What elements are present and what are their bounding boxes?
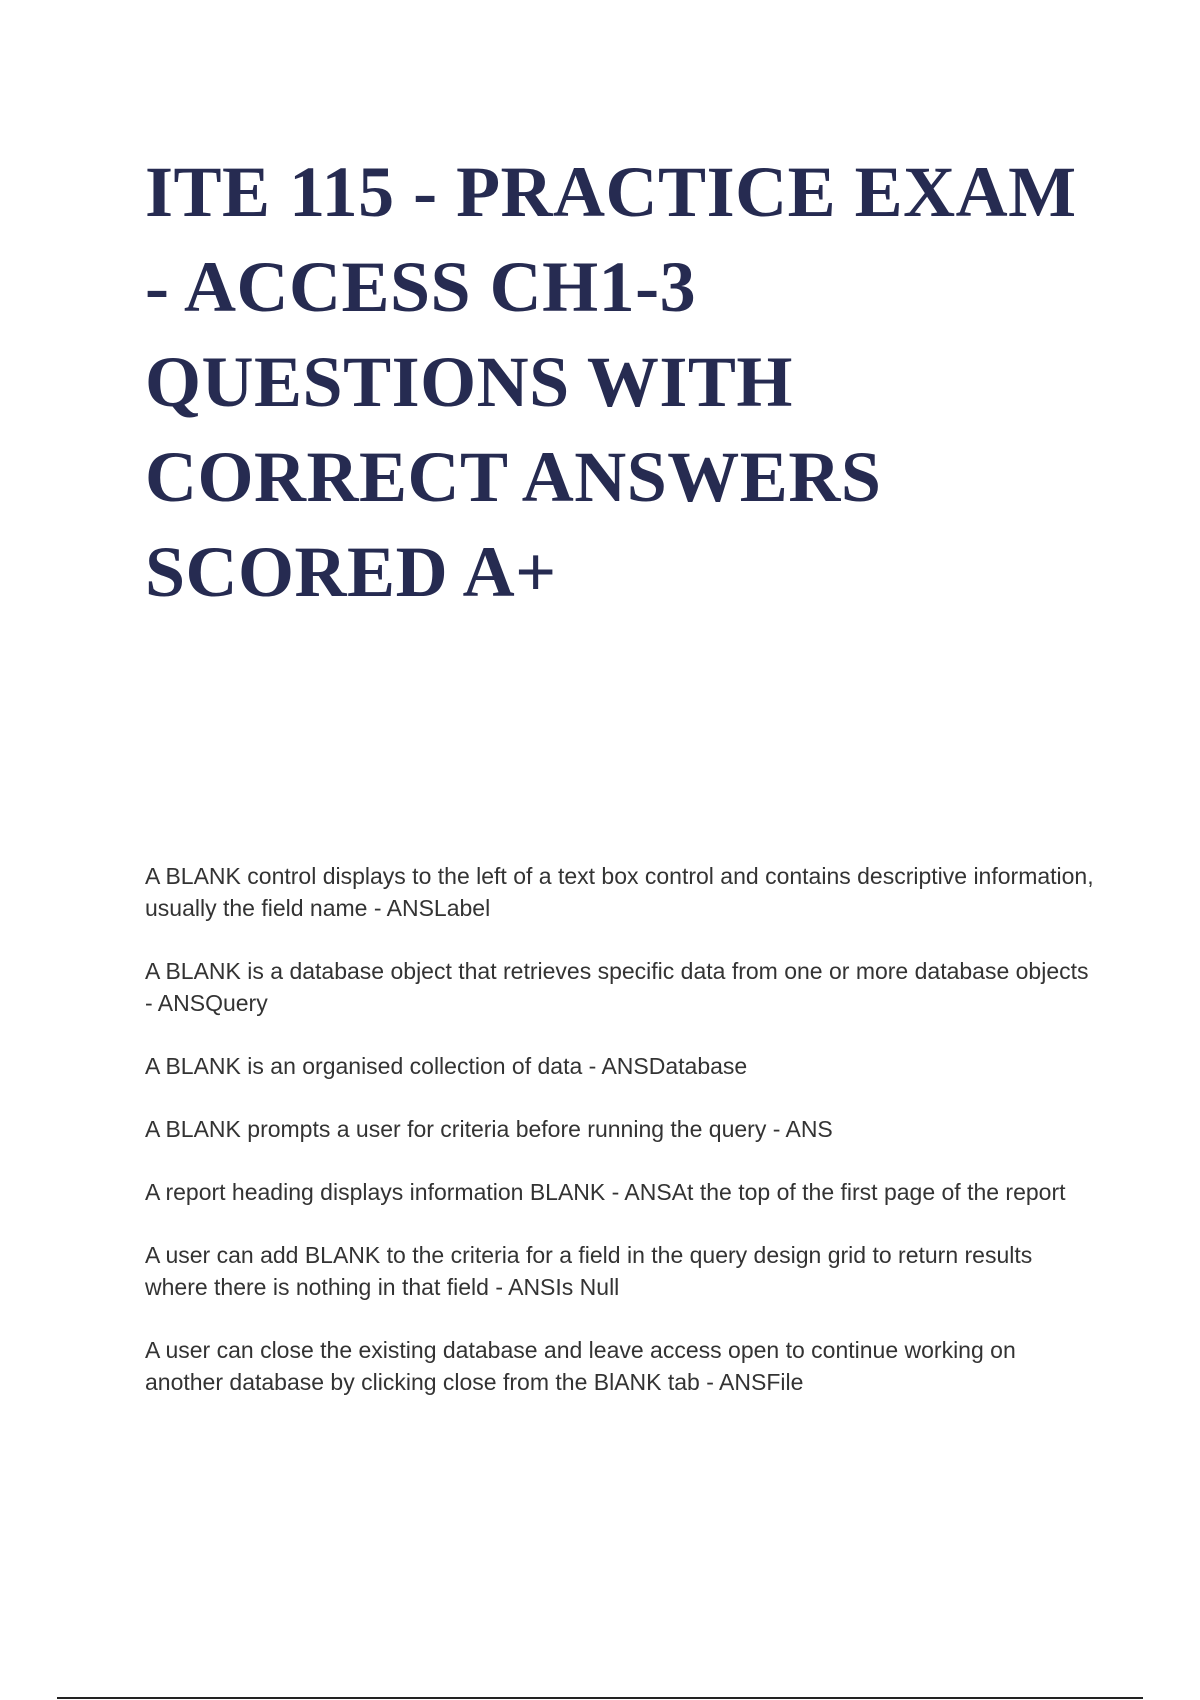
question-answer-item: A user can add BLANK to the criteria for a field in the query design grid to return results where there is nothing in that field - ANSIs Null [145, 1242, 1033, 1300]
question-answer-item: A BLANK prompts a user for criteria before running the query - ANS [145, 1116, 833, 1142]
footer-divider [57, 1697, 1143, 1699]
question-answer-item: A BLANK control displays to the left of a text box control and contains descriptive information, usually the field name - ANSLabel [145, 863, 1094, 921]
question-answer-list [145, 860, 1095, 1429]
document-title: ITE 115 - PRACTICE EXAM - ACCESS CH1-3 QUESTIONS WITH CORRECT ANSWERS SCORED A+ [145, 152, 1077, 612]
question-answer-item: A BLANK is a database object that retrieves specific data from one or more database objects - ANSQuery [145, 958, 1089, 1016]
question-answer-item: A BLANK is an organised collection of data - ANSDatabase [145, 1053, 748, 1079]
question-answer-item: A user can close the existing database and leave access open to continue working on another database by clicking close from the BlANK tab - ANSFile [145, 1337, 1016, 1395]
question-answer-item: A report heading displays information BLANK - ANSAt the top of the first page of the report [145, 1179, 1066, 1205]
